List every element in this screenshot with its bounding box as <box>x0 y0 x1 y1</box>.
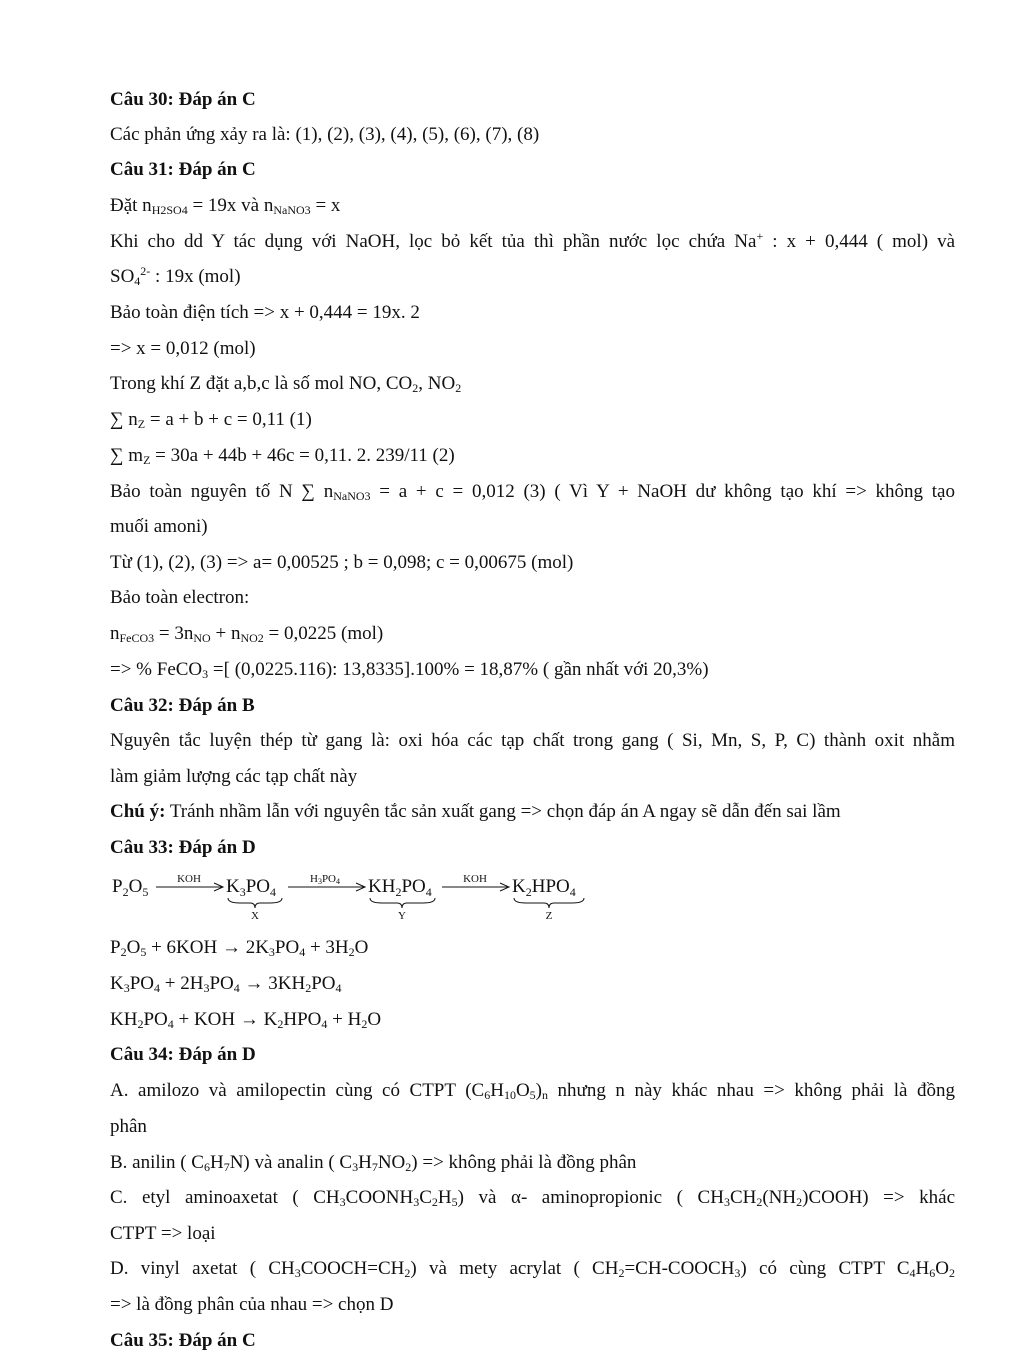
scheme-label-x: X <box>251 910 259 922</box>
question-31-solution: Từ (1), (2), (3) => a= 0,00525 ; b = 0,098; c = 0,00675 (mol) <box>110 552 574 573</box>
scheme-reagent-1: KOH <box>177 873 201 885</box>
scheme-brace-z <box>514 898 584 908</box>
scheme-reagent-3: KOH <box>463 873 487 885</box>
question-32-heading: Câu 32: Đáp án B <box>110 695 255 716</box>
scheme-label-y: Y <box>398 910 406 922</box>
question-34-option-c: C. etyl aminoaxetat ( $CH_3COONH_3C_2H_5$) và α- aminopropionic ( $CH_3CH_2(NH_2)COOH$) => khác <box>110 1187 955 1209</box>
question-31-percent: => % FeCO$_3$ =[ (0,0225.116): 13,8335].100% = 18,87% ( gần nhất với 20,3%) <box>110 659 709 681</box>
question-34-option-c-cont: CTPT => loại <box>110 1223 216 1244</box>
question-34-heading: Câu 34: Đáp án D <box>110 1044 256 1065</box>
question-32-text-1: Nguyên tắc luyện thép từ gang là: oxi hóa các tạp chất trong gang ( Si, Mn, S, P, C) thành oxit nhằm <box>110 730 955 751</box>
question-30-heading: Câu 30: Đáp án C <box>110 89 256 110</box>
question-31-nfeco3: $n_{FeCO3} = 3n_{NO} + n_{NO2} = 0,0225$ (mol) <box>110 623 384 645</box>
question-35-heading: Câu 35: Đáp án C <box>110 1330 256 1351</box>
question-33-reaction-2: $K_3PO_4 + 2H_3PO_4 \to 3KH_2PO_4$ <box>110 973 342 995</box>
question-33-heading: Câu 33: Đáp án D <box>110 837 256 858</box>
scheme-brace-x <box>228 898 282 908</box>
question-31-sulfate-line: $SO_4^{2-}$ : 19x (mol) <box>110 264 241 288</box>
question-34-option-b: B. anilin ( $C_6H_7N$) và analin ( $C_3H_7NO_2$) => không phải là đồng phân <box>110 1152 637 1174</box>
reaction-scheme <box>110 868 610 928</box>
question-34-option-a-cont: phân <box>110 1116 147 1137</box>
question-31-x-result: => x = 0,012 (mol) <box>110 338 256 359</box>
scheme-p2o5: $P_2O_5$ <box>112 876 149 899</box>
question-31-filtrate-line: Khi cho dd Y tác dụng với NaOH, lọc bỏ kết tủa thì phần nước lọc chứa Na+ : x + 0,444 ( mol) và <box>110 229 956 252</box>
question-31-equation-3: Bảo toàn nguyên tố N ∑ $n_{NaNO3} = a + c = 0,012$ (3) ( Vì Y + NaOH dư không tạo khí => không tạo <box>110 481 955 503</box>
question-31-set-variables: Đặt $n_{H2SO4} = 19x$ và $n_{NaNO3} = x$ <box>110 195 341 217</box>
scheme-brace-y <box>370 898 435 908</box>
question-31-equation-2: ∑ $m_Z = 30a + 44b + 46c = 0,11$. 2. 239/11 (2) <box>110 445 455 467</box>
question-32-text-2: làm giảm lượng các tạp chất này <box>110 766 358 787</box>
question-33-reaction-3: $KH_2PO_4$ + KOH → $K_2HPO_4 + H_2O$ <box>110 1009 382 1031</box>
question-31-heading: Câu 31: Đáp án C <box>110 159 256 180</box>
question-32-note: Chú ý: Tránh nhầm lẫn với nguyên tắc sản xuất gang => chọn đáp án A ngay sẽ dẫn đến sai lầm <box>110 801 841 822</box>
scheme-label-z: Z <box>545 910 553 922</box>
question-31-gas-z: Trong khí Z đặt a,b,c là số mol NO, $CO_2$, $NO_2$ <box>110 373 462 395</box>
question-31-equation-1: ∑ $n_Z = a + b + c = 0,11$ (1) <box>110 409 312 431</box>
question-34-option-d: D. vinyl axetat ( $CH_3COOCH=CH_2$) và mety acrylat ( $CH_2=CH-COOCH_3$) có cùng CTPT $C_4H_6O_2$ <box>110 1258 956 1280</box>
question-34-option-a: A. amilozo và amilopectin cùng có CTPT $(C_6H_{10}O_5)_n$ nhưng n này khác nhau => không phải là đồng <box>110 1080 955 1102</box>
scheme-k3po4: $K_3PO_4$ <box>226 876 277 899</box>
question-33-reaction-1: $P_2O_5 + 6KOH \to 2K_3PO_4 + 3H_2O$ <box>110 937 369 959</box>
question-31-equation-3-cont: muối amoni) <box>110 516 208 537</box>
question-31-charge-balance: Bảo toàn điện tích => x + 0,444 = 19x. 2 <box>110 302 420 323</box>
scheme-k2hpo4: $K_2HPO_4$ <box>512 876 576 899</box>
question-34-option-d-cont: => là đồng phân của nhau => chọn D <box>110 1294 394 1315</box>
scheme-kh2po4: $KH_2PO_4$ <box>368 876 432 899</box>
question-31-electron-balance: Bảo toàn electron: <box>110 587 250 608</box>
question-30-text: Các phản ứng xảy ra là: (1), (2), (3), (4), (5), (6), (7), (8) <box>110 124 540 145</box>
scheme-reagent-2: H3PO4 <box>309 873 341 886</box>
